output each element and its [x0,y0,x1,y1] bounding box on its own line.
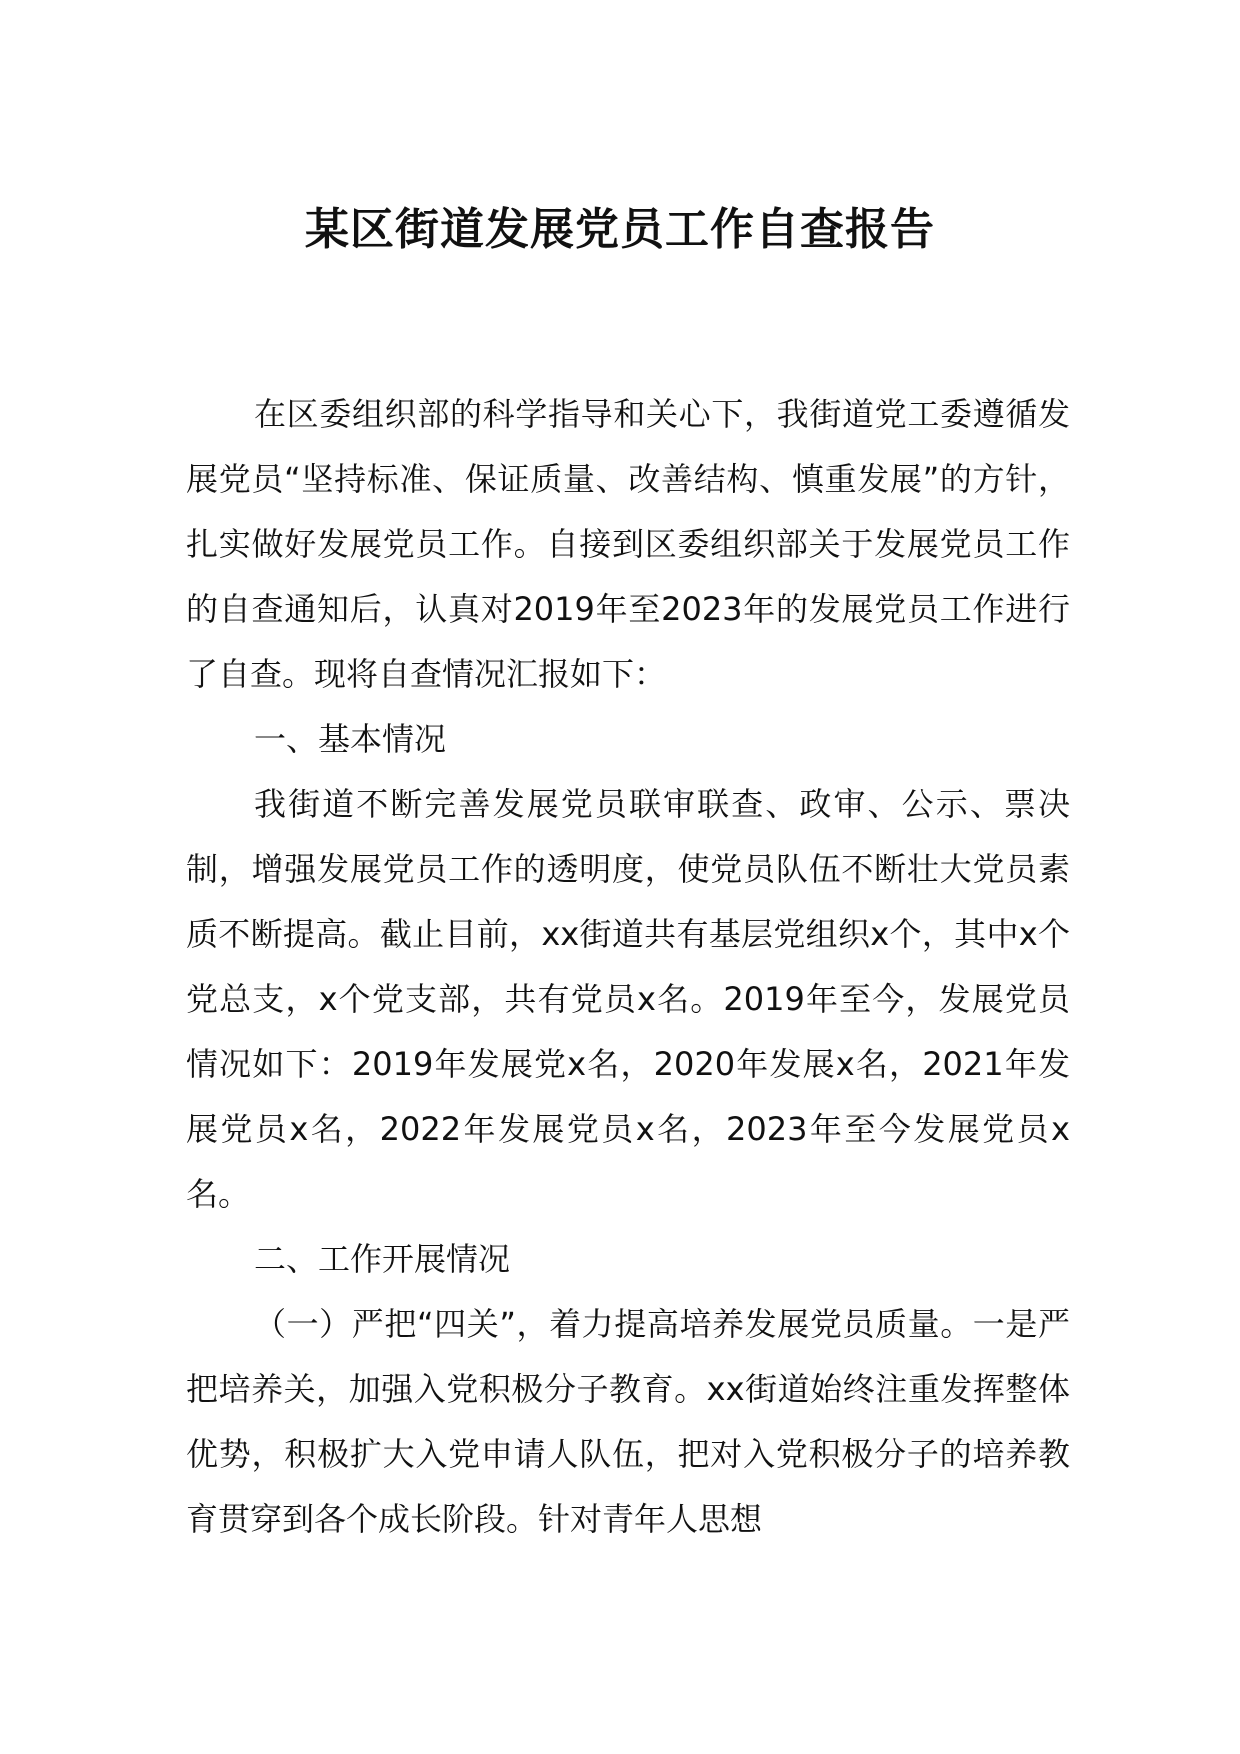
work-progress-paragraph: （一）严把“四关”，着力提高培养发展党员质量。一是严把培养关，加强入党积极分子教育。xx街道始终注重发挥整体优势，积极扩大入党申请人队伍，把对入党积极分子的培养教育贯穿到各个成长阶段。针对青年人思想 [186,1305,1070,1538]
basic-situation-paragraph: 我街道不断完善发展党员联审联查、政审、公示、票决制，增强发展党员工作的透明度，使党员队伍不断壮大党员素质不断提高。截止目前，xx街道共有基层党组织x个，其中x个党总支，x个党支部，共有党员x名。2019年至今，发展党员情况如下：2019年发展党x名，2020年发展x名，2021年发展党员x名，2022年发展党员x名，2023年至今发展党员x名。 [186,785,1070,1213]
intro-paragraph: 在区委组织部的科学指导和关心下，我街道党工委遵循发展党员“坚持标准、保证质量、改善结构、慎重发展”的方针，扎实做好发展党员工作。自接到区委组织部关于发展党员工作的自查通知后，认真对2019年至2023年的发展党员工作进行了自查。现将自查情况汇报如下： [186,395,1070,693]
document-body [186,382,1070,1552]
section-heading-basic-situation: 一、基本情况 [254,720,447,758]
section-heading-work-progress: 二、工作开展情况 [254,1240,511,1278]
document-title: 某区街道发展党员工作自查报告 [305,204,935,255]
